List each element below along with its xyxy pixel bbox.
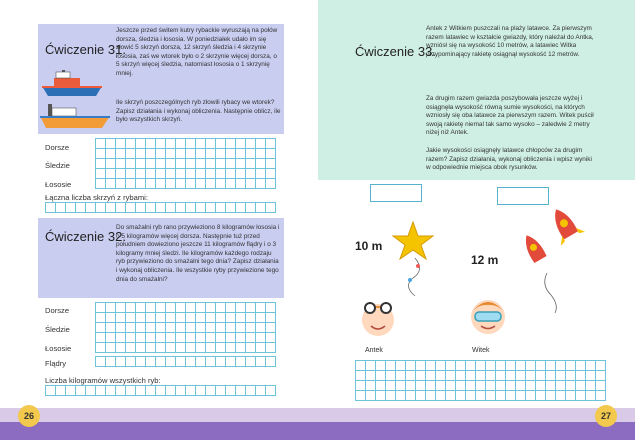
exercise-32-text: Do smażalni ryb rano przywieziono 8 kilogramów łososia i o 5 kilogramów więcej dorsza. Następnie tuż przed południem dowieziono jeszcze 11 kilogramów flądry i o 3 kilogramy mniej śledzi. Ile kilogramów każdego rodzaju ryb przywieziono do smażalni tego dnia? Zapisz działania i wykonaj obliczenia. Ile wszystkie ryby przywiezione tego dnia do smażalni?	[116, 224, 280, 283]
antek-avatar	[355, 296, 401, 340]
star-kite-illustration	[385, 218, 445, 298]
exercise-31-title: Ćwiczenie 31.	[45, 42, 126, 57]
kid-name-witek: Witek	[472, 347, 490, 354]
answer-grid-sledzie-32[interactable]	[95, 322, 276, 343]
answer-grid-dorsze-32[interactable]	[95, 302, 276, 323]
answer-grid-dorsze[interactable]	[95, 138, 276, 159]
row-label-lososie: Łososie	[45, 180, 72, 189]
page-number-right: 27	[595, 405, 617, 427]
exercise-33-title: Ćwiczenie 33.	[355, 44, 436, 59]
row-label-sledzie-32: Śledzie	[45, 325, 70, 334]
answer-grid-lososie-32[interactable]	[95, 342, 276, 353]
label-10m: 10 m	[355, 239, 383, 253]
answer-grid-33[interactable]	[355, 360, 606, 401]
exercise-31-question: Ile skrzyń poszczególnych ryb złowili rybacy we wtorek? Zapisz działania i wykonaj obliczenia. Następnie oblicz, ile było wszystkich skrzyń.	[116, 99, 281, 124]
answer-grid-sledzie[interactable]	[95, 158, 276, 179]
page-number-left: 26	[18, 405, 40, 427]
row-label-dorsze-32: Dorsze	[45, 306, 70, 315]
footer-bar	[0, 422, 635, 440]
exercise-31-text: Jeszcze przed świtem kutry rybackie wyruszają na połów dorsza, śledzia i łososia. W poniedziałek udało im się złowić 5 skrzyń dorsza, 12 skrzyń śledzia i 4 skrzynie łososia, zaś we wtorek było o 2 skrzynie więcej dorsza, o 5 skrzyń więcej śledzia, natomiast łososia o 1 skrzynię mniej.	[116, 27, 278, 77]
exercise-33-para1: Antek z Witkiem puszczali na plaży latawce. Za pierwszym razem latawiec w kształcie gwiazdy, który należał do Antka, wzniósł się na wysokość 10 metrów, a latawiec Witka przypominający rakietę osiągnął wysokość 12 metrów.	[426, 25, 594, 58]
exercise-33-para2: Za drugim razem gwiazda poszybowała jeszcze wyżej i osiągnęła wysokość równą sumie wysokości, na których wzniosły się oba latawce za pierwszym razem. Witek puścił swoją rakietę niemal tak samo wysoko – zaledwie 2 metry niżej niż Antek.	[426, 95, 594, 137]
row-label-lososie-32: Łososie	[45, 344, 72, 353]
total-label-32: Liczba kilogramów wszystkich ryb:	[45, 376, 161, 385]
row-label-sledzie: Śledzie	[45, 161, 70, 170]
star-answer-box[interactable]	[370, 184, 422, 202]
witek-avatar	[463, 290, 513, 340]
fishing-boats-illustration	[38, 64, 114, 132]
exercise-32-title: Ćwiczenie 32.	[45, 229, 126, 244]
exercise-33-para3: Jakie wysokości osiągnęły latawce chłopców za drugim razem? Zapisz działania, wykonaj obliczenia i wpisz wyniki w odpowiednie miejsca obok rysunków.	[426, 147, 592, 172]
total-label-31: Łączna liczba skrzyń z rybami:	[45, 193, 148, 202]
answer-grid-total-31[interactable]	[45, 202, 276, 213]
answer-grid-lososie[interactable]	[95, 178, 276, 189]
row-label-fladry-32: Flądry	[45, 359, 67, 368]
label-12m: 12 m	[471, 253, 499, 267]
kid-name-antek: Antek	[365, 347, 383, 354]
answer-grid-total-32[interactable]	[45, 385, 276, 396]
rocket-kite-illustration	[515, 205, 595, 315]
rocket-answer-box[interactable]	[497, 187, 549, 205]
row-label-dorsze: Dorsze	[45, 143, 70, 152]
answer-grid-fladry-32[interactable]	[95, 356, 276, 367]
